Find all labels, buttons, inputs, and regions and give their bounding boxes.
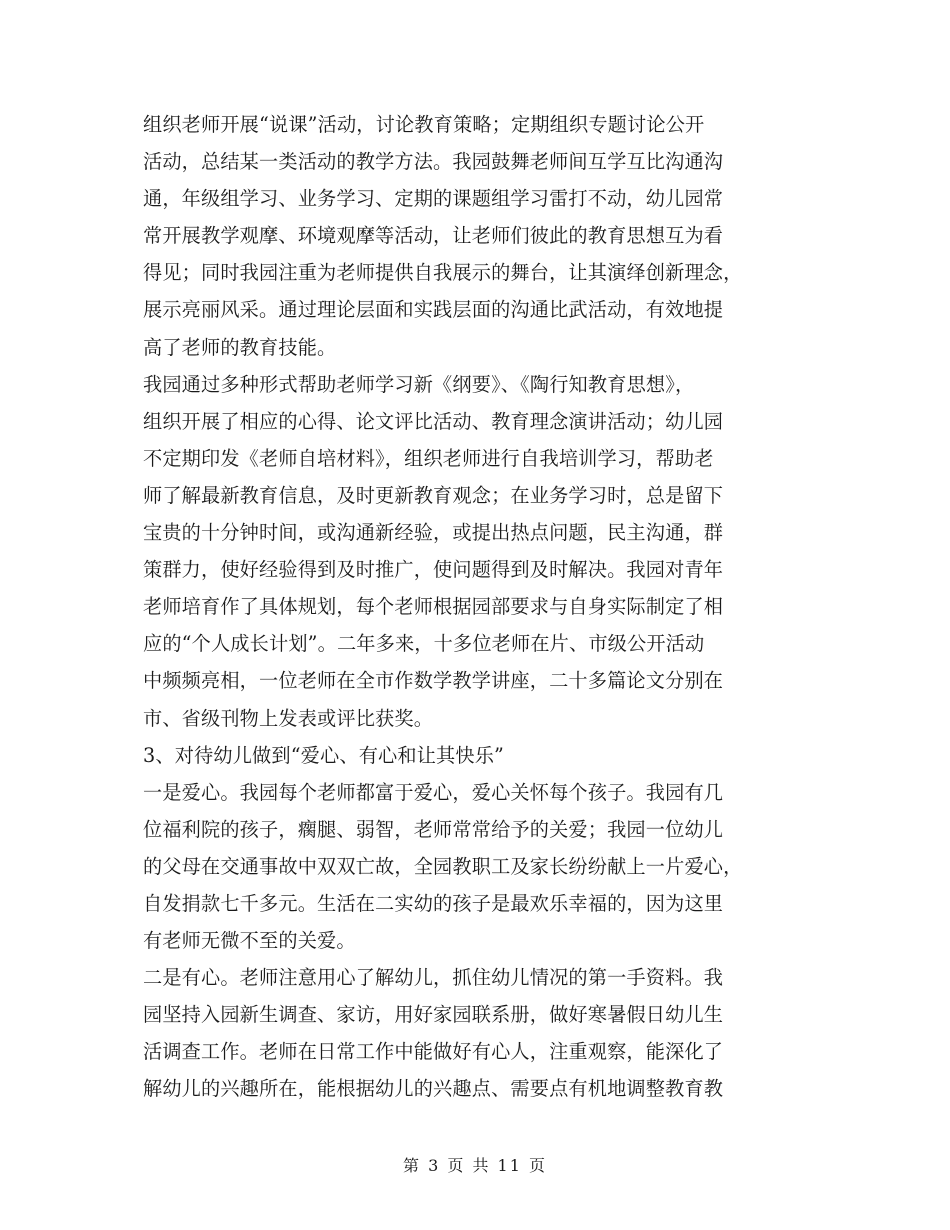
body-text <box>143 106 808 1108</box>
text-line: 应的“个人成长计划”。二年多来，十多位老师在片、市级公开活动 <box>143 632 705 656</box>
text-line: 得见；同时我园注重为老师提供自我展示的舞台，让其演绎创新理念， <box>143 261 743 285</box>
text-line: 中频频亮相，一位老师在全市作数学教学讲座，二十多篇论文分别在 <box>143 669 724 693</box>
text-line: 园坚持入园新生调查、家访，用好家园联系册，做好寒暑假日幼儿生 <box>143 1003 724 1027</box>
text-line: 活调查工作。老师在日常工作中能做好有心人，注重观察，能深化了 <box>143 1040 724 1064</box>
text-line: 策群力，使好经验得到及时推广，使问题得到及时解决。我园对青年 <box>143 558 724 582</box>
text-line: 展示亮丽风采。通过理论层面和实践层面的沟通比武活动，有效地提 <box>143 298 724 322</box>
text-line: 位福利院的孩子，瘸腿、弱智，老师常常给予的关爱；我园一位幼儿 <box>143 817 724 841</box>
text-line: 通，年级组学习、业务学习、定期的课题组学习雷打不动，幼儿园常 <box>143 187 724 211</box>
text-line: 二是有心。老师注意用心了解幼儿，抓住幼儿情况的第一手资料。我 <box>143 966 724 990</box>
text-line: 常开展教学观摩、环境观摩等活动，让老师们彼此的教育思想互为看 <box>143 224 724 248</box>
text-line: 我园通过多种形式帮助老师学习新《纲要》、《陶行知教育思想》， <box>143 372 695 396</box>
text-line: 解幼儿的兴趣所在，能根据幼儿的兴趣点、需要点有机地调整教育教 <box>143 1077 724 1101</box>
text-line: 高了老师的教育技能。 <box>143 335 337 359</box>
text-line: 组织老师开展“说课”活动，讨论教育策略；定期组织专题讨论公开 <box>143 113 705 136</box>
page-number-footer: 第 3 页 共 11 页 <box>403 1156 547 1175</box>
text-line: 不定期印发《老师自培材料》，组织老师进行自我培训学习，帮助老 <box>143 446 714 470</box>
section-heading: 3、对待幼儿做到“爱心、有心和让其快乐” <box>143 743 505 767</box>
text-line: 组织开展了相应的心得、论文评比活动、教育理念演讲活动；幼儿园 <box>143 409 724 433</box>
text-line: 市、省级刊物上发表或评比获奖。 <box>143 706 434 730</box>
text-line: 师了解最新教育信息，及时更新教育观念；在业务学习时，总是留下 <box>143 483 724 507</box>
text-line: 的父母在交通事故中双双亡故，全园教职工及家长纷纷献上一片爱心， <box>143 854 743 878</box>
text-line: 有老师无微不至的关爱。 <box>143 929 356 953</box>
text-line: 自发捐款七千多元。生活在二实幼的孩子是最欢乐幸福的，因为这里 <box>143 891 724 915</box>
text-line: 活动，总结某一类活动的教学方法。我园鼓舞老师间互学互比沟通沟 <box>143 150 724 174</box>
text-line: 老师培育作了具体规划，每个老师根据园部要求与自身实际制定了相 <box>143 595 724 619</box>
text-line: 一是爱心。我园每个老师都富于爱心，爱心关怀每个孩子。我园有几 <box>143 780 724 804</box>
text-line: 宝贵的十分钟时间，或沟通新经验，或提出热点问题，民主沟通，群 <box>143 521 724 545</box>
